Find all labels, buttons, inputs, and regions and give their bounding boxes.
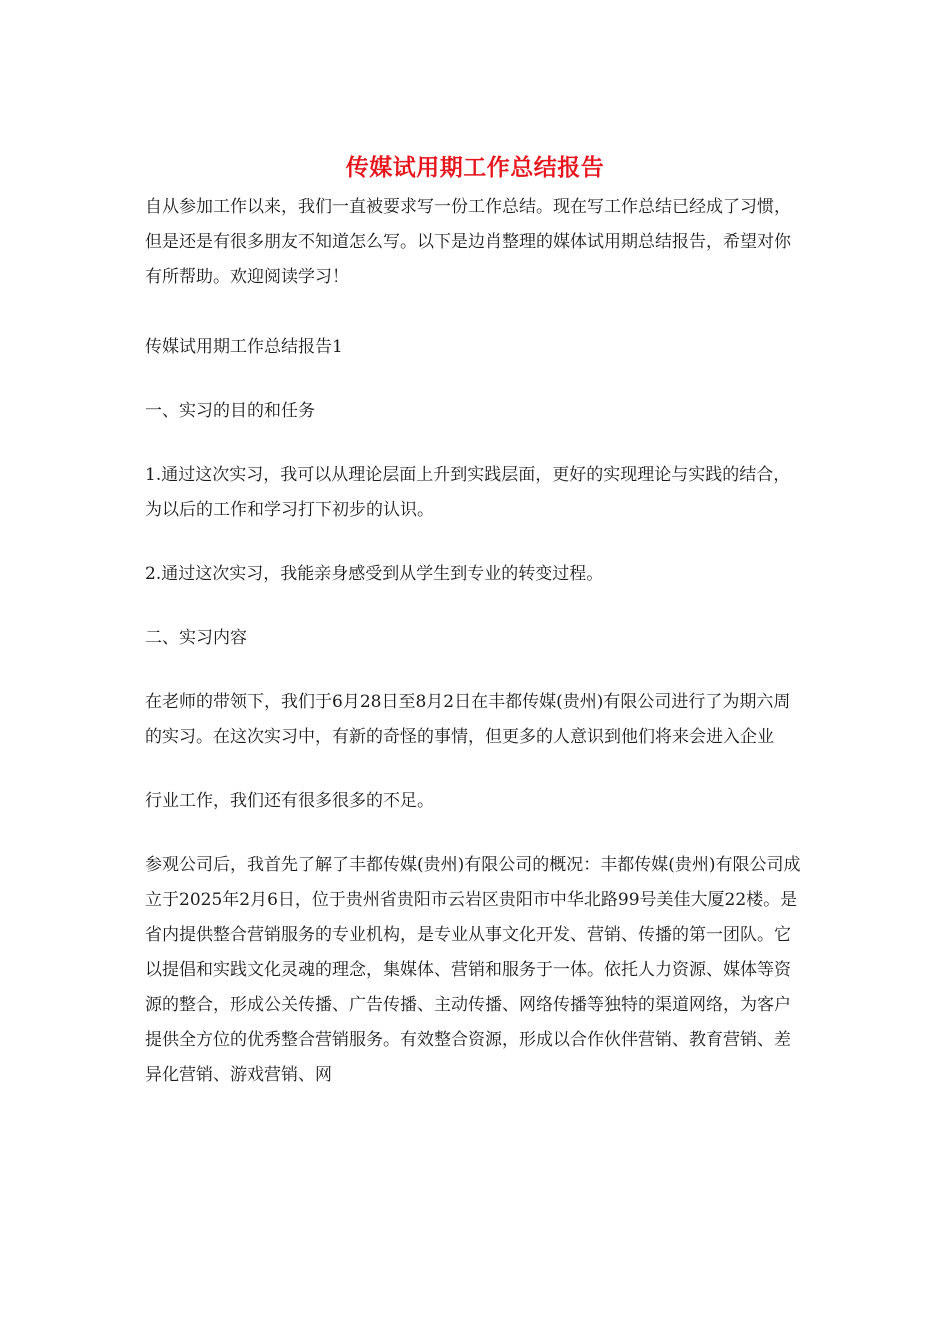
section-heading-purpose: 一、实习的目的和任务 — [145, 401, 315, 421]
body-paragraph-internship: 在老师的带领下，我们于6月28日至8月2日在丰都传媒(贵州)有限公司进行了为期六周的实习。在这次实习中，有新的奇怪的事情，但更多的人意识到他们将来会进入企业 — [145, 692, 791, 747]
body-paragraph-continuation: 行业工作，我们还有很多很多的不足。 — [145, 791, 434, 811]
intro-paragraph: 自从参加工作以来，我们一直被要求写一份工作总结。现在写工作总结已经成了习惯，但是还是有很多朋友不知道怎么写。以下是边肖整理的媒体试用期总结报告，希望对你有所帮助。欢迎阅读学习！ — [145, 197, 791, 287]
document-body — [145, 190, 805, 1093]
section-heading-content: 二、实习内容 — [145, 628, 247, 648]
body-paragraph-company: 参观公司后，我首先了解了丰都传媒(贵州)有限公司的概况：丰都传媒(贵州)有限公司成立于2025年2月6日，位于贵州省贵阳市云岩区贵阳市中华北路99号美佳大厦22楼。是省内提供整合营销服务的专业机构，是专业从事文化开发、营销、传播的第一团队。它以提倡和实践文化灵魂的理念，集媒体、营销和服务于一体。依托人力资源、媒体等资源的整合，形成公关传播、广告传播、主动传播、网络传播等独特的渠道网络，为客户提供全方位的优秀整合营销服务。有效整合资源，形成以合作伙伴营销、教育营销、差异化营销、游戏营销、网 — [145, 855, 801, 1085]
section-heading-report-1: 传媒试用期工作总结报告1 — [145, 337, 343, 357]
document-title: 传媒试用期工作总结报告 — [345, 154, 605, 181]
list-item-2: 2.通过这次实习，我能亲身感受到从学生到专业的转变过程。 — [145, 564, 604, 584]
list-item-1: 1.通过这次实习，我可以从理论层面上升到实践层面，更好的实现理论与实践的结合，为以后的工作和学习打下初步的认识。 — [145, 465, 791, 520]
